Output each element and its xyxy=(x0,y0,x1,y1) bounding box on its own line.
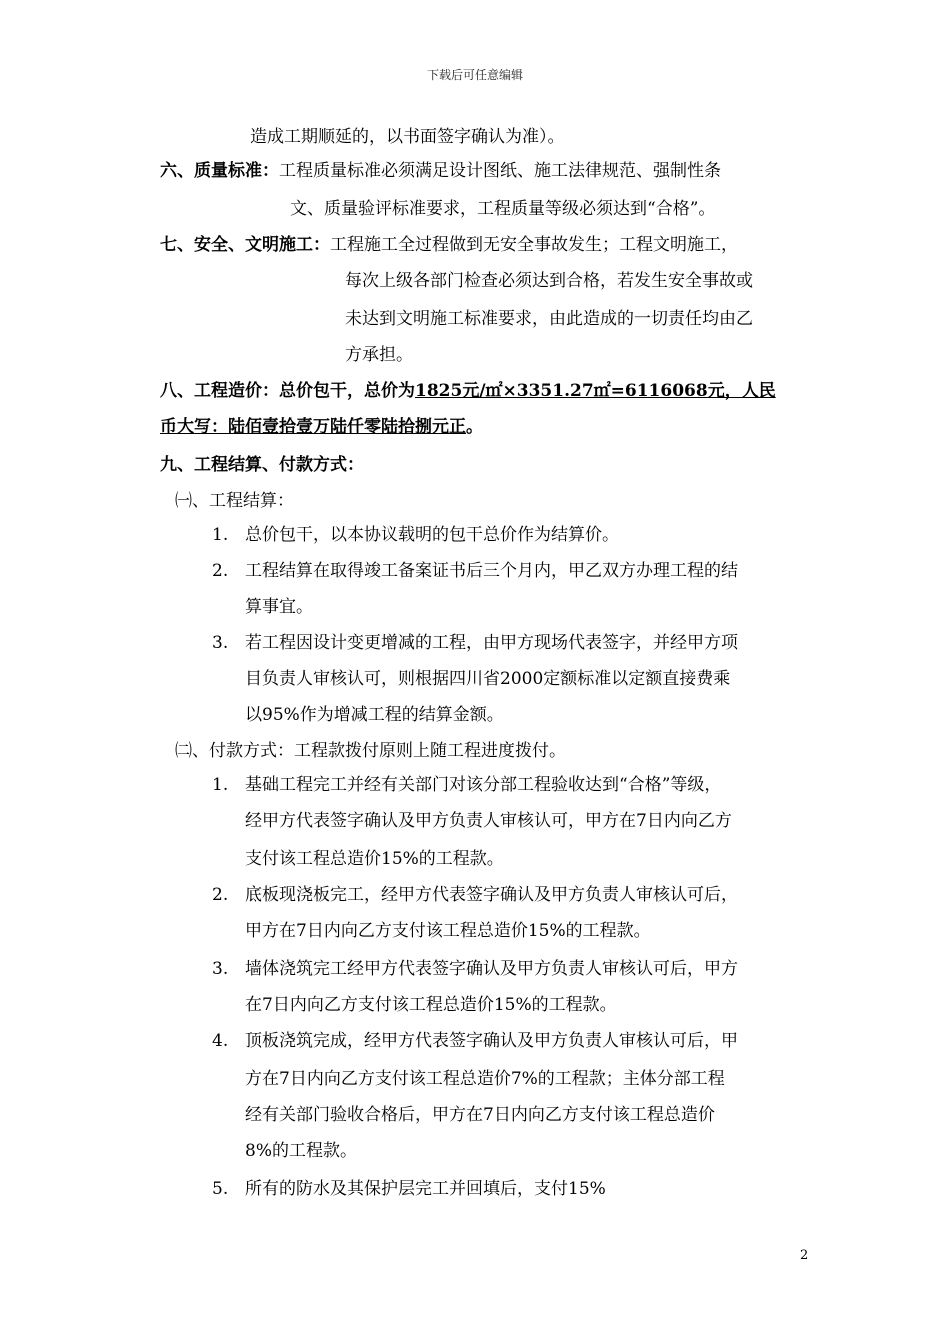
section8-amount-words: 币大写：陆佰壹拾壹万陆仟零陆拾捌元正 xyxy=(160,417,466,437)
section7-line xyxy=(160,234,738,256)
sub1-item-2-text-1: 工程结算在取得竣工备案证书后三个月内，甲乙双方办理工程的结 xyxy=(245,561,738,581)
section5-tail: 造成工期顺延的，以书面签字确认为准）。 xyxy=(250,127,565,147)
sub1-item-3-num: 3. xyxy=(212,633,229,653)
section8-amount: 1825元/㎡×3351.27㎡=6116068元，人民 xyxy=(415,381,776,401)
section9-heading: 九、工程结算、付款方式： xyxy=(160,455,364,475)
sub1-item-3-text-1: 若工程因设计变更增减的工程，由甲方现场代表签字，并经甲方项 xyxy=(245,633,738,653)
sub1-item-1-text: 总价包干，以本协议载明的包干总价作为结算价。 xyxy=(245,525,619,545)
section7-text-4: 方承担。 xyxy=(345,345,413,365)
sub2-item-4-text-4: 8%的工程款。 xyxy=(245,1141,357,1161)
sub2-item-3-text-2: 在7日内向乙方支付该工程总造价15%的工程款。 xyxy=(245,995,617,1015)
section6-line xyxy=(160,160,721,182)
sub1-item-3-text-3: 以95%作为增减工程的结算金额。 xyxy=(245,705,504,725)
sub2-item-1-num: 1. xyxy=(212,775,229,795)
section7-text-2: 每次上级各部门检查必须达到合格，若发生安全事故或 xyxy=(345,271,753,291)
section6-text-1: 工程质量标准必须满足设计图纸、施工法律规范、强制性条 xyxy=(279,161,721,181)
section6-text-2: 文、质量验评标准要求，工程质量等级必须达到“合格”。 xyxy=(290,199,716,219)
sub2-item-2-num: 2. xyxy=(212,885,229,905)
sub1-item-1-num: 1. xyxy=(212,525,229,545)
sub1-item-3-text-2: 目负责人审核认可，则根据四川省2000定额标准以定额直接费乘 xyxy=(245,669,731,689)
sub2-heading: ㈡、付款方式：工程款拨付原则上随工程进度拨付。 xyxy=(175,741,566,761)
sub2-item-4-text-3: 经有关部门验收合格后，甲方在7日内向乙方支付该工程总造价 xyxy=(245,1105,715,1125)
section6-heading: 六、质量标准： xyxy=(160,161,279,181)
section7-text-3: 未达到文明施工标准要求，由此造成的一切责任均由乙 xyxy=(345,309,753,329)
sub2-item-5-text-1: 所有的防水及其保护层完工并回填后，支付15% xyxy=(245,1179,606,1199)
section8-prefix: 八、工程造价：总价包干，总价为 xyxy=(160,381,415,401)
sub2-item-4-text-1: 顶板浇筑完成，经甲方代表签字确认及甲方负责人审核认可后，甲 xyxy=(245,1031,738,1051)
page-number: 2 xyxy=(800,1248,809,1263)
section8-line-1 xyxy=(160,380,776,402)
sub2-item-5-num: 5. xyxy=(212,1179,229,1199)
sub2-item-4-num: 4. xyxy=(212,1031,229,1051)
sub2-item-1-text-1: 基础工程完工并经有关部门对该分部工程验收达到“合格”等级， xyxy=(245,775,722,795)
sub2-item-1-text-3: 支付该工程总造价15%的工程款。 xyxy=(245,849,504,869)
sub1-heading: ㈠、工程结算： xyxy=(175,491,294,511)
sub1-item-2-text-2: 算事宜。 xyxy=(245,597,313,617)
sub2-item-1-text-2: 经甲方代表签字确认及甲方负责人审核认可，甲方在7日内向乙方 xyxy=(245,811,732,831)
sub2-item-3-num: 3. xyxy=(212,959,229,979)
sub2-item-2-text-1: 底板现浇板完工，经甲方代表签字确认及甲方负责人审核认可后， xyxy=(245,885,738,905)
sub2-item-3-text-1: 墙体浇筑完工经甲方代表签字确认及甲方负责人审核认可后，甲方 xyxy=(245,959,738,979)
section8-line-2 xyxy=(160,416,483,438)
header-note: 下载后可任意编辑 xyxy=(426,68,523,82)
section7-text-1: 工程施工全过程做到无安全事故发生；工程文明施工， xyxy=(330,235,738,255)
sub1-item-2-num: 2. xyxy=(212,561,229,581)
section7-heading: 七、安全、文明施工： xyxy=(160,235,330,255)
section8-end: 。 xyxy=(466,417,483,437)
sub2-item-2-text-2: 甲方在7日内向乙方支付该工程总造价15%的工程款。 xyxy=(245,921,651,941)
sub2-item-4-text-2: 方在7日内向乙方支付该工程总造价7%的工程款；主体分部工程 xyxy=(245,1069,725,1089)
